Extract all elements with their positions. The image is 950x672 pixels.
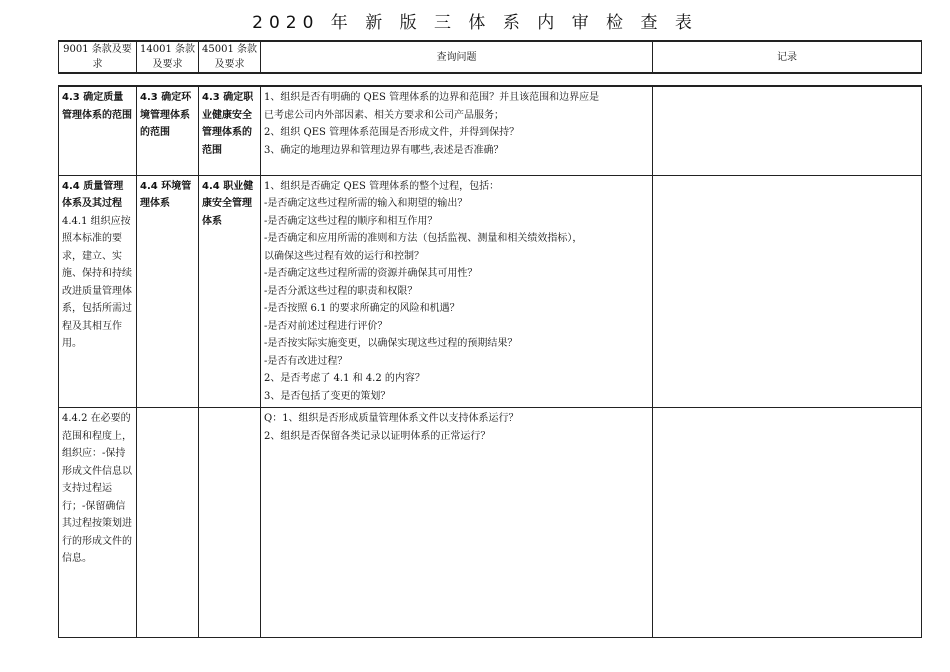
question-line: 2、组织 QES 管理体系范围是否形成文件，并得到保持？ <box>264 127 520 138</box>
question-line: -是否确定这些过程所需的资源并确保其可用性？ <box>264 268 478 279</box>
record-cell[interactable] <box>653 175 922 408</box>
record-cell[interactable] <box>653 408 922 638</box>
question-line: 以确保这些过程有效的运行和控制？ <box>264 250 424 262</box>
header-14001: 14001 条款及要求 <box>137 41 199 73</box>
header-record: 记录 <box>653 41 922 73</box>
clause-14001-cell: 4.4 环境管理体系 <box>137 175 199 408</box>
question-line: 3、确定的地理边界和管理边界有哪些,表述是否准确？ <box>264 144 504 156</box>
question-line: 3、是否包括了变更的策划？ <box>264 390 391 402</box>
record-cell[interactable] <box>653 86 922 175</box>
clause-9001-cell <box>59 408 137 638</box>
question-line: -是否确定这些过程所需的输入和期望的输出？ <box>264 198 468 209</box>
clause-9001-title: 4.3 确定质量管理体系的范围 <box>62 92 132 121</box>
clause-14001-cell: 4.3 确定环境管理体系的范围 <box>137 86 199 175</box>
header-45001: 45001 条款及要求 <box>199 41 261 73</box>
clause-9001-text: 4.4.2 在必要的范围和程度上，组织应：-保持形成文件信息以支持过程运行；-保留确信其过程按策划进行的形成文件的信息。 <box>62 413 132 564</box>
clause-9001-text: 4.4.1 组织应按照本标准的要求，建立、实施、保持和持续改进质量管理体系，包括所需过程及其相互作用。 <box>62 215 132 349</box>
question-line: -是否按照 6.1 的要求所确定的风险和机遇？ <box>264 303 460 314</box>
table-header <box>58 40 922 74</box>
questions-cell <box>261 175 653 408</box>
question-line: -是否分派这些过程的职责和权限？ <box>264 285 418 297</box>
clause-45001-cell: 4.4 职业健康安全管理体系 <box>199 175 261 408</box>
question-line: Q：1、组织是否形成质量管理体系文件以支持体系运行？ <box>264 413 519 424</box>
questions-cell <box>261 408 653 638</box>
question-line: 1、组织是否确定 QES 管理体系的整个过程，包括： <box>264 180 500 192</box>
header-questions: 查询问题 <box>261 41 653 73</box>
question-line: -是否对前述过程进行评价？ <box>264 320 388 332</box>
clause-9001-cell <box>59 86 137 175</box>
question-line: 已考虑公司内外部因素、相关方要求和公司产品服务； <box>264 109 504 121</box>
clause-45001-cell <box>199 408 261 638</box>
page-title: 2020 年 新 版 三 体 系 内 审 检 查 表 <box>252 13 698 33</box>
table-row <box>59 86 922 175</box>
table-row <box>59 175 922 408</box>
question-line: -是否确定这些过程的顺序和相互作用？ <box>264 215 438 227</box>
question-line: -是否确定和应用所需的准则和方法（包括监视、测量和相关绩效指标）， <box>264 233 583 244</box>
question-line: -是否有改进过程？ <box>264 355 348 367</box>
question-line: 2、组织是否保留各类记录以证明体系的正常运行？ <box>264 430 491 442</box>
table-row <box>59 408 922 638</box>
clause-9001-cell <box>59 175 137 408</box>
clause-45001-cell: 4.3 确定职业健康安全管理体系的范围 <box>199 86 261 175</box>
audit-table <box>58 85 922 638</box>
clause-9001-title: 4.4 质量管理体系及其过程 <box>62 180 124 209</box>
question-line: -是否按实际实施变更，以确保实现这些过程的预期结果？ <box>264 338 518 349</box>
clause-14001-cell <box>137 408 199 638</box>
questions-cell <box>261 86 653 175</box>
question-line: 2、是否考虑了 4.1 和 4.2 的内容？ <box>264 373 425 384</box>
header-9001: 9001 条款及要求 <box>59 41 137 73</box>
question-line: 1、组织是否有明确的 QES 管理体系的边界和范围？并且该范围和边界应是 <box>264 92 600 103</box>
